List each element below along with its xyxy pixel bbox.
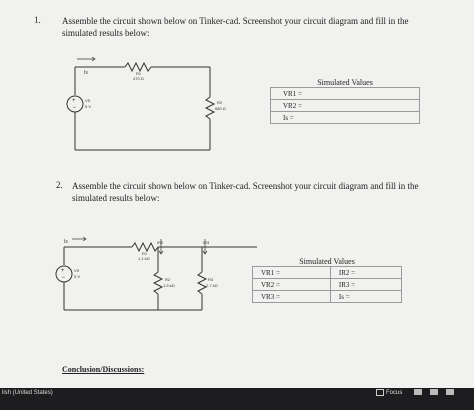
q2-r3-value: 2.7 kΩ [206,283,218,288]
q2-r2-label: R2 [165,277,171,282]
q1-row-vr1: VR1 = [271,88,420,100]
q1-circuit-diagram [55,52,230,167]
q1-vs-value: 5 V [85,104,92,109]
q2-resistor-r1 [132,243,158,251]
q2-instructions [72,180,419,204]
web-layout-icon[interactable] [430,389,438,395]
q2-row-vr1: VR1 = [253,267,331,279]
q2-r3-label: R3 [208,277,214,282]
q1-table-header: Simulated Values [271,77,420,88]
q2-circuit-diagram [50,232,265,327]
q1-results-table [270,77,420,124]
q2-row-ir2: IR2 = [330,267,401,279]
print-layout-icon[interactable] [414,389,422,395]
status-bar [0,388,474,410]
q1-source-plus: + [72,98,76,104]
q1-text-line2: simulated results below: [62,28,150,38]
q2-vs-value: 5 V [74,274,81,279]
q2-ir2-label: IR2 [157,240,164,245]
q2-text-line2: simulated results below: [72,193,160,203]
q2-r1-value: 1.1 kΩ [138,256,150,261]
q1-resistor-r1 [125,63,151,71]
q2-source-minus: − [61,275,66,281]
q2-r1-label: R1 [142,251,148,256]
q1-text-line1: Assemble the circuit shown below on Tinker-cad. Screenshot your circuit diagram and fill in the [62,16,409,26]
q1-is-label: Is [84,70,88,76]
q2-resistor-r2 [154,272,162,294]
q1-source-minus: − [72,105,77,111]
q2-vs-label: VS [74,268,80,273]
read-mode-icon[interactable] [446,389,454,395]
q2-is-label: Is [64,239,68,245]
focus-label: Focus [386,389,403,396]
language-indicator[interactable]: lish (United States) [2,390,53,396]
q2-row-vr3: VR3 = [253,291,331,303]
q1-vs-label: VS [85,98,91,103]
q1-instructions [62,15,409,39]
q2-row-ir3: IR3 = [330,279,401,291]
focus-icon [376,389,384,396]
q1-row-vr2: VR2 = [271,100,420,112]
q1-number: 1. [34,15,41,25]
q2-number: 2. [56,180,63,190]
q1-r1-value: 470 Ω [133,76,144,81]
q2-results-table [252,256,402,303]
q1-row-is: Is = [271,112,420,124]
q2-text-line1: Assemble the circuit shown below on Tinker-cad. Screenshot your circuit diagram and fill in the [72,181,419,191]
q1-r1-label: R1 [136,71,142,76]
q1-r2-value: 680 Ω [215,106,226,111]
q1-r2-label: R2 [217,100,223,105]
q2-r2-value: 1.5 kΩ [163,283,175,288]
q2-table-header: Simulated Values [253,256,402,267]
q2-row-is: Is = [330,291,401,303]
focus-button[interactable] [376,389,402,396]
conclusion-heading: Conclusion/Discussions: [62,365,145,374]
q2-row-vr2: VR2 = [253,279,331,291]
q1-resistor-r2 [206,97,214,119]
q2-source-plus: + [61,268,65,274]
q2-ir3-label: IR3 [203,240,210,245]
q2-resistor-r3 [198,272,206,294]
